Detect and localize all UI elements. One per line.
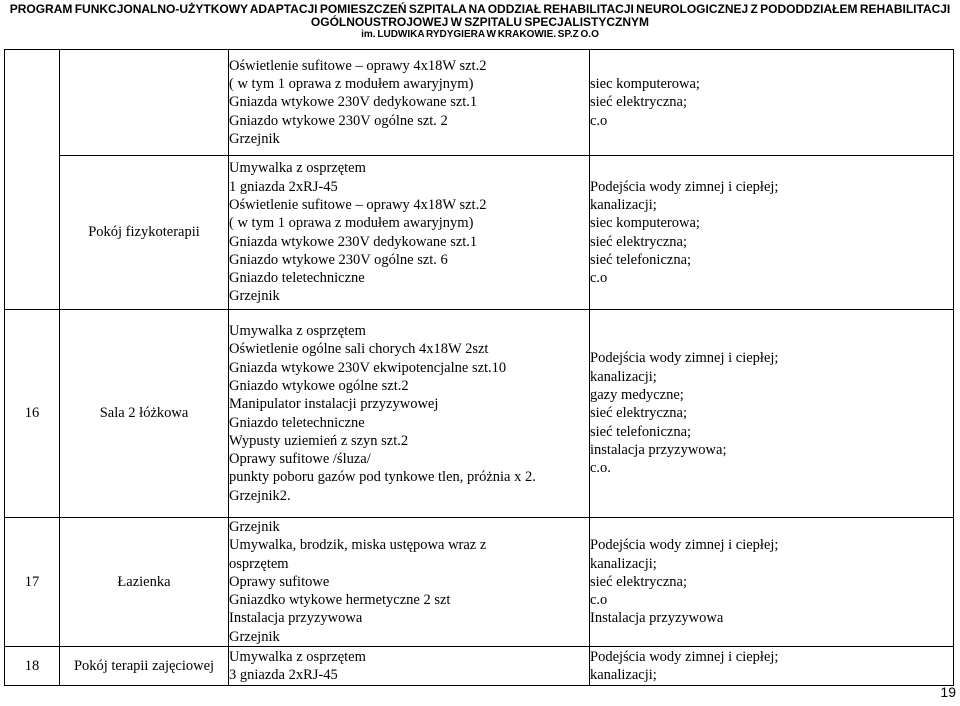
installations-cell [590,156,954,310]
equipment-item: 3 gniazda 2xRJ-45 [229,667,338,684]
room-number-cell [5,50,60,310]
room-name-cell: Pokój terapii zajęciowej [60,647,229,686]
installation-item: c.o. [590,460,611,477]
equipment-cell [229,647,590,686]
equipment-item: Umywalka z osprzętem [229,323,366,340]
equipment-item: Gniazda wtykowe 230V dedykowane szt.1 [229,94,478,111]
installation-item: sieć elektryczna; [590,573,688,590]
equipment-item: Umywalka z osprzętem [229,648,366,665]
equipment-item: ( w tym 1 oprawa z modułem awaryjnym) [229,215,474,232]
installations-cell [590,50,954,156]
header-line-1: PROGRAM FUNKCJONALNO-UŻYTKOWY ADAPTACJI POMIESZCZEŃ SZPITALA NA ODDZIAŁ REHABILITACJI NEUROLOGICZNEJ Z PODODDZIAŁEM REHABILITACJI [9,2,951,16]
installation-item: c.o [590,592,608,609]
room-name-cell: Sala 2 łóżkowa [60,310,229,518]
installation-item: Instalacja przyzywowa [590,610,724,627]
installation-item: Podejścia wody zimnej i ciepłej; [590,648,779,665]
equipment-item: Manipulator instalacji przyzywowej [229,396,439,413]
installation-item: kanalizacji; [590,368,657,385]
equipment-item: Gniazdo wtykowe 230V ogólne szt. 6 [229,251,448,268]
installation-item: sieć elektryczna; [590,94,688,111]
equipment-item: Grzejnik [229,288,280,305]
installations-cell [590,310,954,518]
installation-item: sieć telefoniczna; [590,423,692,440]
equipment-cell [229,156,590,310]
equipment-item: Oświetlenie sufitowe – oprawy 4x18W szt.2 [229,196,487,213]
installation-item: sieć elektryczna; [590,405,688,422]
equipment-item: osprzętem [229,555,289,572]
table-row [5,518,954,647]
equipment-item: ( w tym 1 oprawa z modułem awaryjnym) [229,76,474,93]
equipment-item: Umywalka, brodzik, miska ustępowa wraz z [229,537,487,554]
installations-cell [590,518,954,647]
installation-item: siec komputerowa; [590,215,700,232]
installation-item: instalacja przyzywowa; [590,441,727,458]
equipment-item: Grzejnik [229,519,280,535]
equipment-item: Wypusty uziemień z szyn szt.2 [229,432,409,449]
room-name-cell: Łazienka [60,518,229,647]
equipment-cell [229,50,590,156]
equipment-item: Grzejnik [229,130,280,147]
equipment-item: Gniazdo wtykowe ogólne szt.2 [229,377,409,394]
equipment-item: Gniazdo wtykowe 230V ogólne szt. 2 [229,112,448,129]
installation-item: kanalizacji; [590,555,657,572]
page-number: 19 [940,684,956,700]
equipment-item: Umywalka z osprzętem [229,160,366,177]
installation-item: kanalizacji; [590,196,657,213]
installation-item: Podejścia wody zimnej i ciepłej; [590,178,779,195]
installation-item: Podejścia wody zimnej i ciepłej; [590,350,779,367]
installation-item: sieć elektryczna; [590,233,688,250]
installation-item: gazy medyczne; [590,387,684,404]
table-row [5,647,954,686]
equipment-item: punkty poboru gazów pod tynkowe tlen, próżnia x 2. [229,469,536,486]
header-line-3: im. LUDWIKA RYDYGIERA W KRAKOWIE. SP.Z O.O [361,29,599,40]
equipment-item: Gniazdo teletechniczne [229,414,365,431]
installation-item: c.o [590,270,608,287]
equipment-cell [229,310,590,518]
equipment-item: Gniazdo teletechniczne [229,270,365,287]
equipment-item: 1 gniazda 2xRJ-45 [229,178,338,195]
rooms-table [4,49,954,686]
equipment-item: Gniazda wtykowe 230V ekwipotencjalne szt.10 [229,359,507,376]
installation-item: siec komputerowa; [590,76,700,93]
installation-item: c.o [590,112,608,129]
equipment-item: Grzejnik [229,628,280,645]
table-row [5,310,954,518]
installation-item: sieć telefoniczna; [590,251,692,268]
equipment-item: Instalacja przyzywowa [229,610,363,627]
equipment-item: Oprawy sufitowe [229,573,330,590]
equipment-item: Grzejnik2. [229,487,291,504]
room-number-cell: 16 [5,310,60,518]
header-line-2: OGÓLNOUSTROJOWEJ W SZPITALU SPECJALISTYCZNYM [310,15,650,29]
installations-cell [590,647,954,686]
room-name-cell [60,50,229,156]
equipment-cell [229,518,590,647]
document-header [0,0,960,40]
equipment-item: Gniazda wtykowe 230V dedykowane szt.1 [229,233,478,250]
installation-item: Podejścia wody zimnej i ciepłej; [590,537,779,554]
equipment-item: Oświetlenie ogólne sali chorych 4x18W 2szt [229,341,489,358]
table-row [5,50,954,156]
room-number-cell: 18 [5,647,60,686]
room-name-cell: Pokój fizykoterapii [60,156,229,310]
equipment-item: Oprawy sufitowe /śluza/ [229,451,371,468]
equipment-item: Oświetlenie sufitowe – oprawy 4x18W szt.2 [229,57,487,74]
room-number-cell: 17 [5,518,60,647]
table-row [5,156,954,310]
equipment-item: Gniazdko wtykowe hermetyczne 2 szt [229,592,451,609]
installation-item: kanalizacji; [590,667,657,684]
